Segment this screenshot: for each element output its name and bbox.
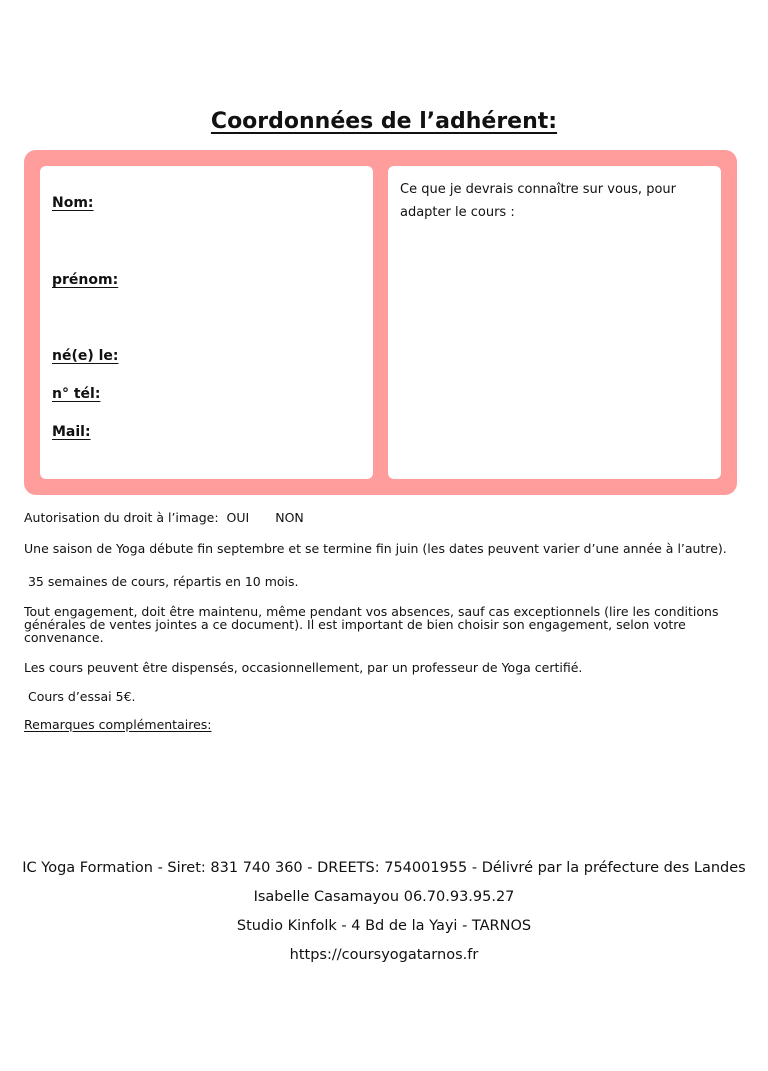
field-label-phone: n° tél: [52,386,101,402]
footer-address: Studio Kinfolk - 4 Bd de la Yayi - TARNOS [236,918,532,934]
field-label-nom: Nom: [52,195,94,211]
image-rights-yes[interactable]: OUI [226,510,250,525]
footer-website[interactable]: https://coursyogatarnos.fr [289,947,479,963]
field-label-birthdate: né(e) le: [52,348,119,364]
footer-contact: Isabelle Casamayou 06.70.93.95.27 [253,889,515,905]
engagement-paragraph: Tout engagement, doit être maintenu, même pendant vos absences, sauf cas exceptionnels (lire les conditions générales de ventes jointes a ce document). Il est important de bien choisir son engagement, selon votre convenance. [24,604,719,645]
trial-paragraph: Cours d’essai 5€. [24,689,136,704]
image-rights-no[interactable]: NON [275,510,304,525]
remarks-heading [24,718,734,731]
field-label-prenom: prénom: [52,272,119,288]
footer-company: IC Yoga Formation - Siret: 831 740 360 - DREETS: 754001955 - Délivré par la préfecture des Landes [22,860,746,876]
image-rights-line [24,511,734,524]
notes-prompt: Ce que je devrais connaître sur vous, pour adapter le cours : [400,182,676,220]
remarks-label: Remarques complémentaires: [24,717,212,732]
teachers-paragraph: Les cours peuvent être dispensés, occasionnellement, par un professeur de Yoga certifié. [24,660,583,675]
weeks-paragraph: 35 semaines de cours, répartis en 10 mois. [24,574,299,589]
member-details-form [24,150,737,495]
field-label-mail: Mail: [52,424,91,440]
season-paragraph: Une saison de Yoga débute fin septembre et se termine fin juin (les dates peuvent varier d’une année à l’autre). [24,541,727,556]
page-title: Coordonnées de l’adhérent: [210,109,558,134]
identity-panel[interactable] [40,166,373,479]
notes-panel[interactable] [388,166,721,479]
image-rights-label: Autorisation du droit à l’image: [24,510,219,525]
